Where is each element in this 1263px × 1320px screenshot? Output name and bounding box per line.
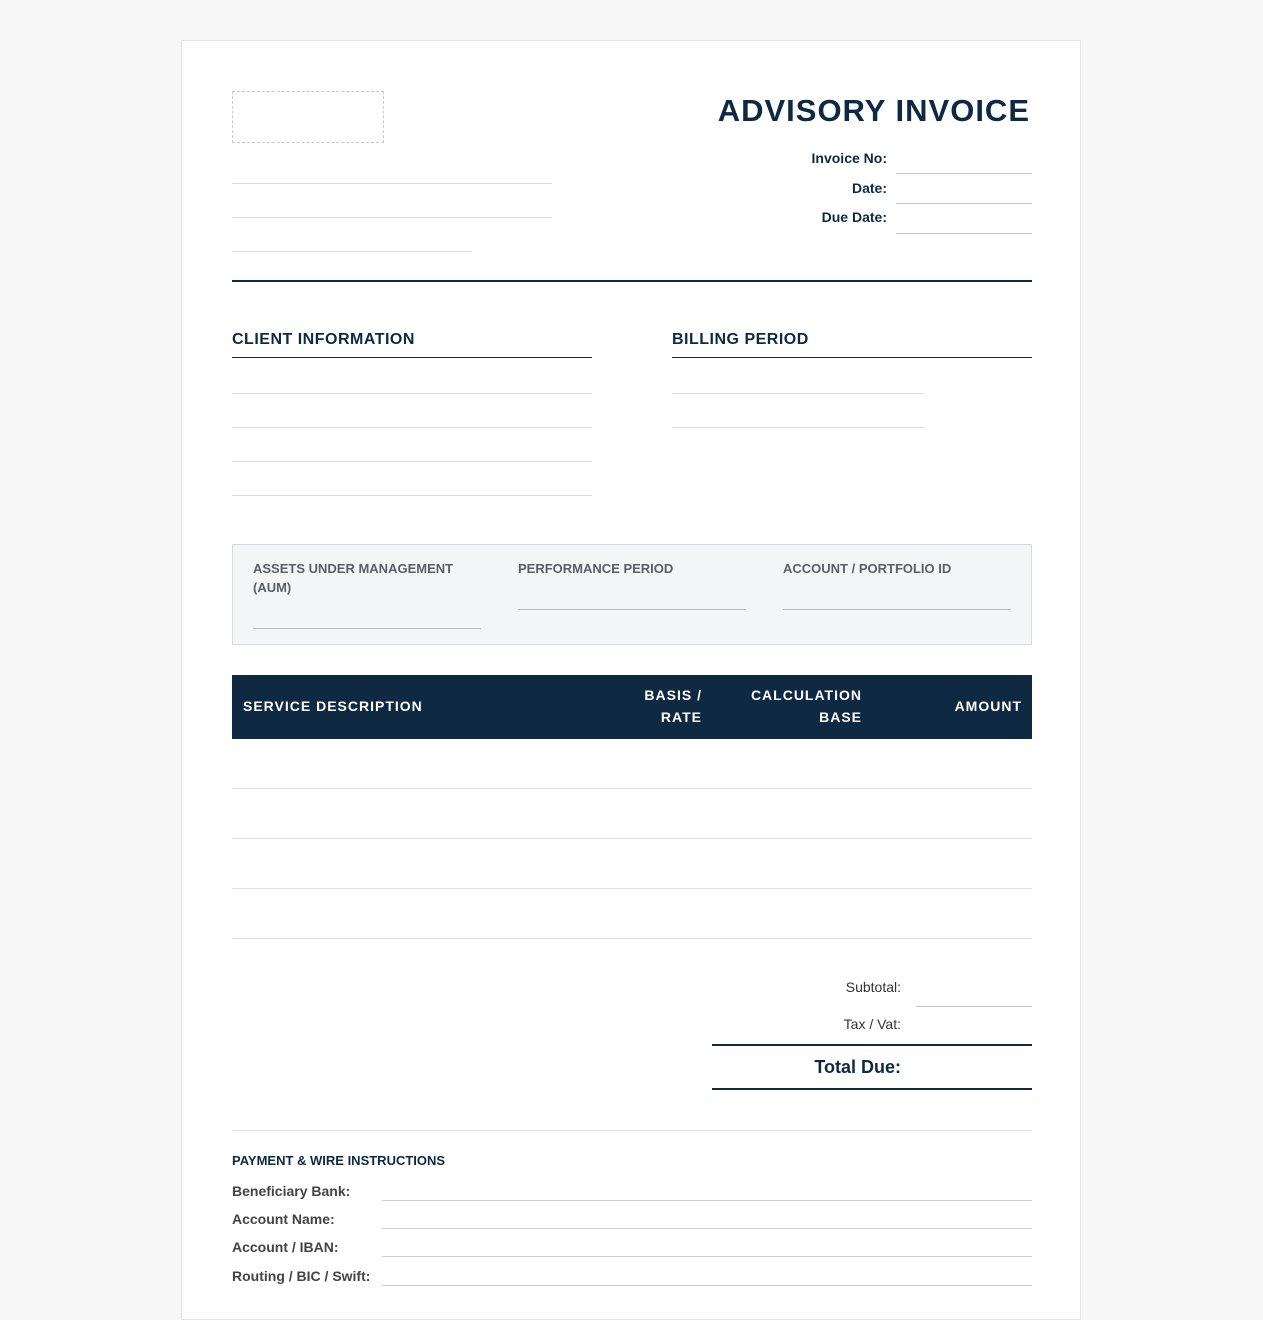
payment-heading: PAYMENT & WIRE INSTRUCTIONS	[232, 1153, 446, 1168]
service-description-header: SERVICE DESCRIPTION	[243, 698, 423, 714]
account-iban-label: Account / IBAN:	[232, 1239, 339, 1255]
routing-bic-swift-label: Routing / BIC / Swift:	[232, 1268, 371, 1284]
invoice-page	[181, 40, 1081, 1320]
calculation-base-header	[751, 684, 862, 728]
calculation-base-header-line-1: CALCULATION	[750, 687, 862, 703]
table-row[interactable]	[232, 888, 1032, 889]
due-date-label: Due Date:	[821, 209, 887, 225]
client-line-3[interactable]	[232, 461, 592, 462]
aum-label	[253, 559, 453, 597]
account-iban-field[interactable]	[382, 1256, 1032, 1257]
account-portfolio-id-label: ACCOUNT / PORTFOLIO ID	[783, 561, 952, 576]
subtotal-field[interactable]	[916, 1006, 1032, 1007]
account-name-label: Account Name:	[232, 1211, 335, 1227]
header-divider	[232, 280, 1032, 282]
invoice-title: ADVISORY INVOICE	[717, 93, 1030, 128]
date-label: Date:	[851, 180, 887, 196]
aum-label-line-1: ASSETS UNDER MANAGEMENT	[253, 561, 454, 576]
beneficiary-bank-label: Beneficiary Bank:	[232, 1183, 351, 1199]
tax-vat-label: Tax / Vat:	[843, 1016, 901, 1032]
invoice-no-label: Invoice No:	[811, 150, 887, 166]
aum-field[interactable]	[253, 628, 481, 629]
performance-period-field[interactable]	[518, 609, 746, 610]
basis-rate-header	[644, 684, 702, 728]
total-due-label: Total Due:	[814, 1057, 901, 1077]
total-due-bottom-rule	[712, 1088, 1032, 1090]
routing-bic-swift-field[interactable]	[382, 1285, 1032, 1286]
client-line-4[interactable]	[232, 495, 592, 496]
aum-label-line-2: (AUM)	[253, 580, 292, 595]
basis-rate-header-line-2: RATE	[660, 709, 702, 725]
client-information-heading: CLIENT INFORMATION	[232, 331, 415, 348]
table-row[interactable]	[232, 838, 1032, 839]
beneficiary-bank-field[interactable]	[382, 1200, 1032, 1201]
company-address-line-3[interactable]	[232, 251, 472, 252]
invoice-no-field[interactable]	[896, 173, 1032, 174]
table-row[interactable]	[232, 938, 1032, 939]
billing-line-2[interactable]	[672, 427, 924, 428]
basis-rate-header-line-1: BASIS /	[644, 687, 702, 703]
company-address-line-1[interactable]	[232, 183, 552, 184]
subtotal-label: Subtotal:	[845, 979, 901, 995]
date-field[interactable]	[896, 203, 1032, 204]
client-information-rule	[232, 357, 592, 358]
due-date-field[interactable]	[896, 233, 1032, 234]
account-name-field[interactable]	[382, 1228, 1032, 1229]
billing-period-rule	[672, 357, 1032, 358]
client-line-2[interactable]	[232, 427, 592, 428]
account-portfolio-id-field[interactable]	[783, 609, 1011, 610]
calculation-base-header-line-2: BASE	[819, 709, 862, 725]
client-line-1[interactable]	[232, 393, 592, 394]
company-address-line-2[interactable]	[232, 217, 552, 218]
billing-line-1[interactable]	[672, 393, 924, 394]
billing-period-heading: BILLING PERIOD	[672, 331, 809, 348]
payment-divider	[232, 1130, 1032, 1131]
total-due-top-rule	[712, 1044, 1032, 1046]
portfolio-info-box	[232, 544, 1032, 645]
table-row[interactable]	[232, 788, 1032, 789]
logo-placeholder[interactable]	[232, 91, 384, 143]
services-table-header	[232, 675, 1032, 739]
amount-header: AMOUNT	[954, 698, 1022, 714]
performance-period-label: PERFORMANCE PERIOD	[518, 561, 674, 576]
